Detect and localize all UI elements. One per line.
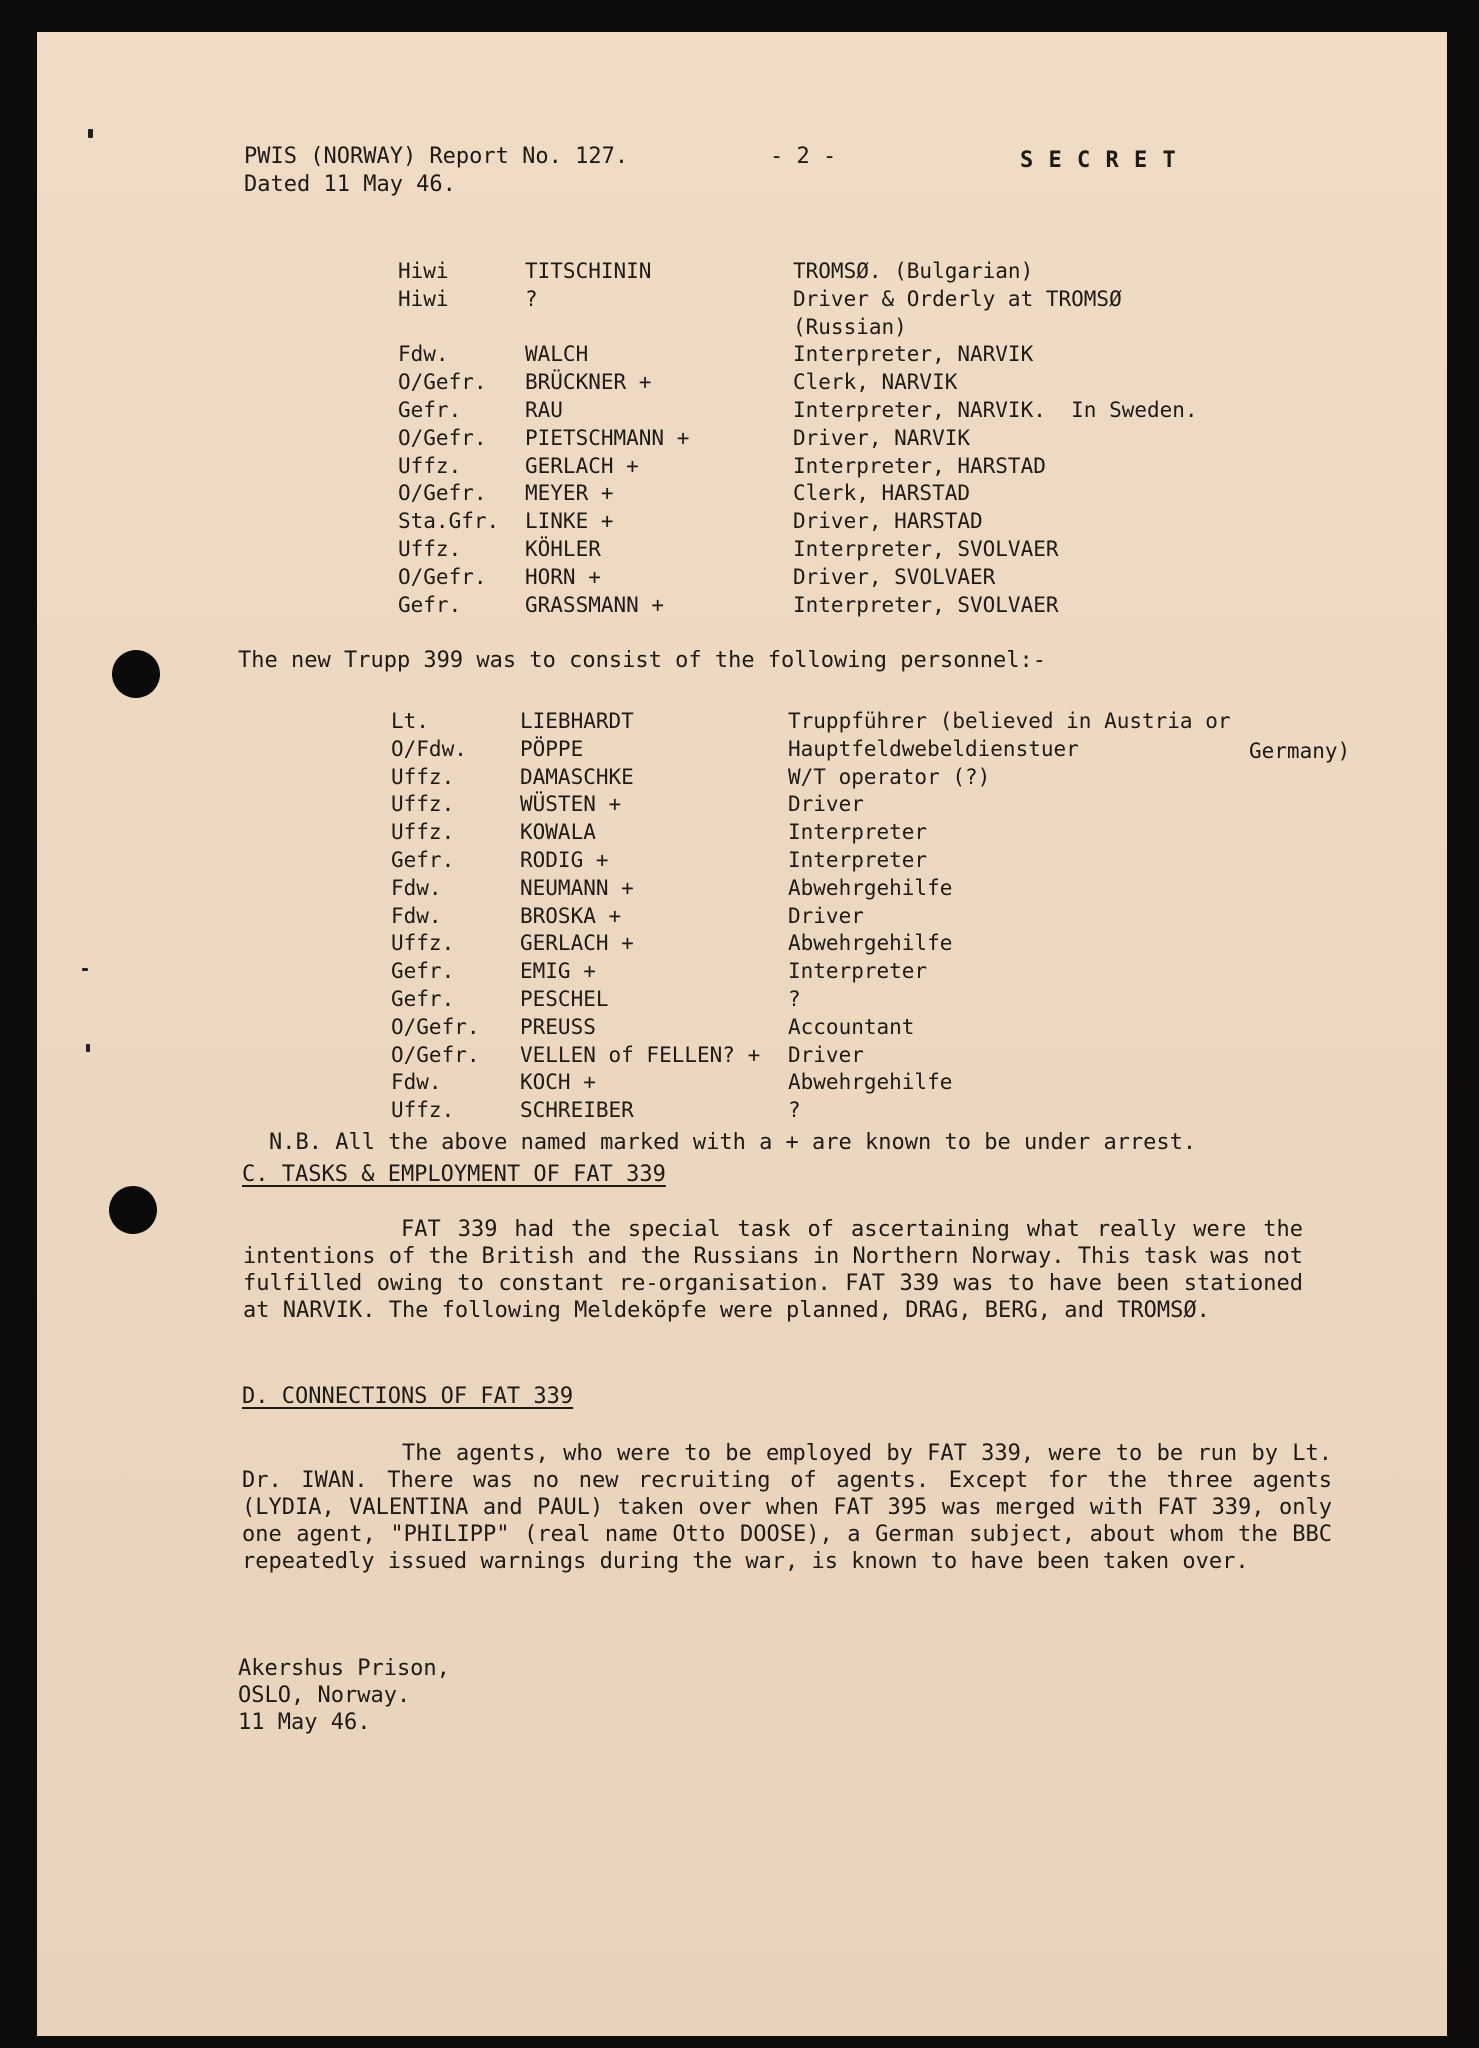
personnel-role: Hauptfeldwebeldienstuer	[788, 736, 1079, 761]
personnel-role: Interpreter, NARVIK. In Sweden.	[793, 398, 1198, 422]
personnel-role: Driver	[788, 792, 864, 817]
personnel-rank: O/Gefr.	[398, 481, 487, 506]
personnel-name: GERLACH +	[520, 931, 634, 956]
personnel-role: Abwehrgehilfe	[788, 875, 953, 900]
personnel-rank: Lt.	[391, 709, 429, 733]
personnel-role: Abwehrgehilfe	[788, 1070, 953, 1095]
personnel-name: BROSKA +	[520, 903, 622, 928]
personnel-name: LINKE +	[525, 509, 614, 534]
personnel-name: GERLACH +	[525, 453, 639, 478]
personnel-rank: Fdw.	[391, 875, 442, 900]
personnel-role: Interpreter, SVOLVAER	[793, 537, 1059, 561]
personnel-role: Interpreter	[788, 959, 928, 984]
personnel-name: BRÜCKNER +	[525, 370, 652, 395]
personnel-role: Clerk, HARSTAD	[793, 481, 971, 506]
personnel-rank: Hiwi	[398, 286, 449, 311]
personnel-role: Abwehrgehilfe	[788, 931, 953, 956]
personnel-name: TITSCHININ	[525, 259, 652, 283]
personnel-rank: O/Gefr.	[391, 1014, 480, 1039]
signoff-date: 11 May 46.	[238, 1710, 371, 1735]
personnel-rank: O/Gefr.	[398, 564, 487, 589]
personnel-name: KÖHLER	[525, 537, 601, 561]
personnel-role: Interpreter	[788, 820, 928, 845]
date-line: Dated 11 May 46.	[244, 172, 456, 197]
personnel-role: Driver, NARVIK	[793, 425, 971, 450]
personnel-rank: Sta.Gfr.	[398, 509, 500, 534]
section-d-heading: D. CONNECTIONS OF FAT 339	[242, 1384, 574, 1409]
personnel-role: Driver	[788, 903, 864, 928]
personnel-name: WALCH	[525, 342, 589, 367]
germany-continuation: Germany)	[1249, 739, 1351, 763]
trupp-intro: The new Trupp 399 was to consist of the following personnel:-	[238, 648, 1046, 673]
personnel-rank: Uffz.	[398, 537, 462, 561]
personnel-rank: O/Gefr.	[391, 1042, 480, 1067]
personnel-rank: Uffz.	[391, 1098, 455, 1123]
personnel-role: Interpreter	[788, 848, 928, 872]
personnel-rank: Uffz.	[391, 820, 455, 845]
personnel-name: KOCH +	[520, 1070, 596, 1095]
personnel-rank: O/Gefr.	[398, 370, 487, 395]
personnel-role: Accountant	[788, 1014, 915, 1039]
personnel-rank: Uffz.	[391, 792, 455, 817]
personnel-role: ?	[788, 987, 801, 1011]
personnel-rank: Fdw.	[391, 1070, 442, 1095]
personnel-name: PESCHEL	[520, 987, 609, 1011]
personnel-rank: Fdw.	[391, 903, 442, 928]
signoff-city: OSLO, Norway.	[238, 1683, 411, 1708]
personnel-rank: Uffz.	[391, 764, 455, 789]
personnel-rank: O/Fdw.	[391, 736, 467, 761]
personnel-role: Driver	[788, 1042, 864, 1067]
section-d-text: The agents, who were to be employed by FAT 339, were to be run by Lt. Dr. IWAN. There was no new recruiting of agents. Except for the three agents (LYDIA, VALENTINA and PAUL) taken over when FAT 395 was merged with FAT 339, only one agent, "PHILIPP" (real name Otto DOOSE), a German subject, about whom the BBC repeatedly issued warnings during the war, is known to have been taken over.	[242, 1441, 1332, 1574]
personnel-role: TROMSØ. (Bulgarian)	[793, 259, 1034, 283]
personnel-role: Interpreter, NARVIK	[793, 342, 1034, 367]
margin-mark	[82, 968, 88, 971]
personnel-role: Truppführer (believed in Austria or	[788, 709, 1231, 733]
margin-mark	[86, 1044, 90, 1052]
personnel-rank: Gefr.	[398, 398, 462, 422]
personnel-name: DAMASCHKE	[520, 764, 634, 789]
personnel-name: KOWALA	[520, 820, 596, 845]
personnel-role: (Russian)	[793, 314, 907, 339]
personnel-name: LIEBHARDT	[520, 709, 634, 733]
personnel-role: Interpreter, SVOLVAER	[793, 592, 1059, 617]
personnel-name: EMIG +	[520, 959, 596, 984]
nb-note: N.B. All the above named marked with a + are known to be under arrest.	[269, 1130, 1197, 1155]
personnel-rank: Gefr.	[391, 987, 455, 1011]
report-number-line: PWIS (NORWAY) Report No. 127.	[244, 144, 629, 169]
personnel-role: Interpreter, HARSTAD	[793, 453, 1046, 478]
personnel-name: NEUMANN +	[520, 875, 634, 900]
document-page	[37, 32, 1447, 2036]
personnel-name: PÖPPE	[520, 736, 584, 761]
personnel-role: Driver, HARSTAD	[793, 509, 983, 534]
personnel-rank: Uffz.	[398, 453, 462, 478]
personnel-name: SCHREIBER	[520, 1098, 634, 1123]
personnel-role: W/T operator (?)	[788, 764, 991, 789]
personnel-name: PREUSS	[520, 1014, 596, 1039]
section-d-paragraph	[242, 1440, 1332, 1575]
personnel-rank: Gefr.	[391, 959, 455, 984]
personnel-name: MEYER +	[525, 481, 614, 506]
personnel-name: GRASSMANN +	[525, 592, 665, 617]
personnel-rank: Fdw.	[398, 342, 449, 367]
personnel-role: Clerk, NARVIK	[793, 370, 958, 395]
secret-stamp: S E C R E T	[1020, 148, 1177, 173]
personnel-rank: O/Gefr.	[398, 425, 487, 450]
personnel-name: PIETSCHMANN +	[525, 425, 690, 450]
personnel-rank: Hiwi	[398, 259, 449, 283]
personnel-name: WÜSTEN +	[520, 792, 622, 817]
personnel-name: RODIG +	[520, 848, 609, 872]
personnel-name: ?	[525, 286, 538, 311]
section-c-heading: C. TASKS & EMPLOYMENT OF FAT 339	[242, 1162, 666, 1187]
personnel-rank: Gefr.	[391, 848, 455, 872]
personnel-role: Driver, SVOLVAER	[793, 564, 996, 589]
personnel-role: ?	[788, 1098, 801, 1123]
personnel-rank: Gefr.	[398, 592, 462, 617]
signoff-place: Akershus Prison,	[238, 1656, 450, 1681]
personnel-name: HORN +	[525, 564, 601, 589]
personnel-role: Driver & Orderly at TROMSØ	[793, 286, 1122, 311]
personnel-name: RAU	[525, 398, 563, 422]
personnel-rank: Uffz.	[391, 931, 455, 956]
section-c-paragraph	[243, 1216, 1303, 1324]
page-number: - 2 -	[770, 144, 837, 169]
section-c-text: FAT 339 had the special task of ascertaining what really were the intentions of the British and the Russians in Northern Norway. This task was not fulfilled owing to constant re-organisation. FAT 339 was to have been stationed at NARVIK. The following Meldeköpfe were planned, DRAG, BERG, and TROMSØ.	[243, 1217, 1303, 1323]
punch-hole-bottom	[109, 1186, 157, 1234]
margin-mark	[88, 129, 93, 138]
personnel-name: VELLEN of FELLEN? +	[520, 1042, 761, 1067]
punch-hole-top	[112, 650, 160, 698]
